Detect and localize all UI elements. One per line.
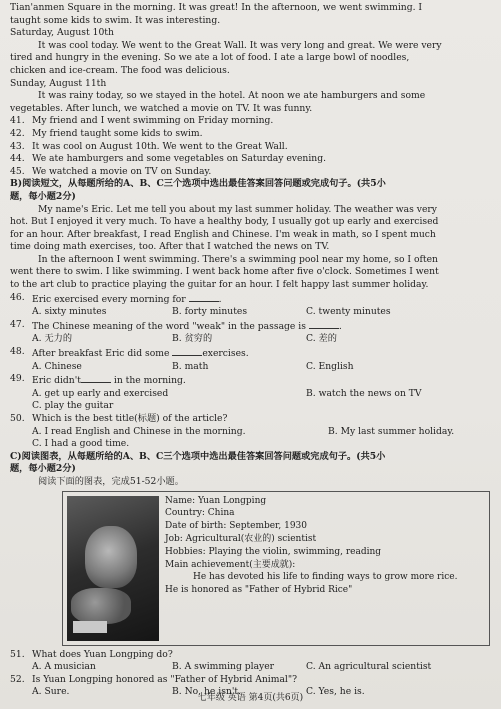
question-52 <box>10 674 496 687</box>
option-b: B. A swimming player <box>172 661 275 673</box>
question-number: 42. <box>10 127 25 139</box>
page-footer: 七年级 英语 第4页(共6页) <box>197 693 304 703</box>
question-stem: The Chinese meaning of the word "weak" in the passage is <box>32 320 306 332</box>
profile-achievement-label: Main achievement(主要成就): <box>165 559 296 570</box>
answer-blank <box>81 373 111 383</box>
diary-line: It was cool today. We went to the Great Wall. It was very long and great. We were very <box>38 39 442 51</box>
option-a: A. A musician <box>32 661 96 673</box>
options-51 <box>10 661 496 674</box>
question-number: 44. <box>10 153 25 165</box>
diary-line: taught some kids to swim. It was interesting. <box>10 14 221 26</box>
option-a: A. I read English and Chinese in the morning. <box>32 425 246 437</box>
statement-text: My friend and I went swimming on Friday morning. <box>32 115 274 127</box>
section-b-heading-cont: 题，每小题2分) <box>10 190 76 202</box>
question-number: 49. <box>10 373 25 385</box>
statement-42 <box>10 128 496 141</box>
question-48 <box>10 346 496 361</box>
passage-line: In the afternoon I went swimming. There's a swimming pool near my home, so I often <box>38 253 438 265</box>
diary-date: Sunday, August 11th <box>10 77 107 89</box>
answer-blank <box>309 319 339 329</box>
question-number: 47. <box>10 318 25 330</box>
question-47 <box>10 319 496 334</box>
question-number: 50. <box>10 413 25 424</box>
section-b-heading: B)阅读短文，从每题所给的A、B、C三个选项中选出最佳答案回答问题或完成句子。(共5小 <box>10 178 386 190</box>
statement-text: My friend taught some kids to swim. <box>32 127 203 139</box>
passage-line: went there to swim. I like swimming. I went back home after five o'clock. Sometimes I went <box>10 266 439 278</box>
profile-dob: Date of birth: September, 1930 <box>165 521 308 532</box>
section-c-heading: C)阅读图表，从每题所给的A、B、C三个选项中选出最佳答案回答问题或完成句子。(共5小 <box>10 450 386 462</box>
answer-blank <box>189 292 219 302</box>
diary-line: Tian'anmen Square in the morning. It was great! In the afternoon, we went swimming. I <box>10 2 423 13</box>
question-number: 52. <box>10 673 25 685</box>
question-number: 48. <box>10 346 25 358</box>
option-b: B. forty minutes <box>172 306 248 318</box>
option-c: C. twenty minutes <box>306 306 391 318</box>
diary-line: chicken and ice-cream. The food was delicious. <box>10 64 230 76</box>
option-a: A. Chinese <box>32 360 82 372</box>
options-47 <box>10 333 496 346</box>
passage-line: for an hour. After breakfast, I read English and Chinese. I'm weak in math, so I spent much <box>10 228 436 240</box>
option-a: A. 无力的 <box>32 333 73 345</box>
options-50-cont <box>10 438 496 451</box>
statement-41 <box>10 115 496 128</box>
options-48 <box>10 361 496 374</box>
options-49-cont <box>10 400 496 413</box>
option-a: A. Sure. <box>32 686 70 698</box>
question-49 <box>10 373 496 388</box>
passage-line: time doing math exercises, too. After that I watched the news on TV. <box>10 241 330 253</box>
option-c: C. I had a good time. <box>32 438 130 450</box>
passage-line: My name's Eric. Let me tell you about my last summer holiday. The weather was very <box>38 203 437 215</box>
profile-info <box>165 492 489 645</box>
statement-text: It was cool on August 10th. We went to the Great Wall. <box>32 140 288 152</box>
question-stem: After breakfast Eric did some <box>32 348 170 360</box>
profile-achievement-1: He has devoted his life to finding ways to grow more rice. <box>193 572 458 583</box>
option-c: C. 差的 <box>306 333 337 345</box>
question-50 <box>10 413 496 426</box>
question-stem-end: in the morning. <box>113 375 186 387</box>
statement-text: We watched a movie on TV on Sunday. <box>32 165 212 177</box>
profile-card <box>62 491 490 646</box>
option-b: B. math <box>172 360 209 372</box>
question-number: 45. <box>10 165 25 177</box>
profile-hobbies: Hobbies: Playing the violin, swimming, reading <box>165 546 382 557</box>
options-50 <box>10 426 496 439</box>
option-c: C. An agricultural scientist <box>306 661 432 673</box>
option-b: B. 贫穷的 <box>172 333 213 345</box>
question-stem-end: exercises. <box>202 348 249 360</box>
section-c-instruction: 阅读下面的图表，完成51-52小题。 <box>38 475 184 487</box>
diary-date: Saturday, August 10th <box>10 27 114 39</box>
options-49 <box>10 388 496 401</box>
passage-line: hot. But I enjoyed it very much. To have a healthy body, I usually got up early and exercised <box>10 216 439 228</box>
statement-44 <box>10 153 496 166</box>
profile-country: Country: China <box>165 508 235 519</box>
portrait-caption-label <box>73 621 107 633</box>
statement-text: We ate hamburgers and some vegetables on Saturday evening. <box>32 153 326 165</box>
question-51 <box>10 649 496 662</box>
statement-45 <box>10 166 496 179</box>
question-number: 51. <box>10 648 25 660</box>
profile-name: Name: Yuan Longping <box>165 495 267 506</box>
question-stem-end: . <box>218 293 222 305</box>
page-content <box>10 2 496 699</box>
section-c-heading-cont: 题，每小题2分) <box>10 463 76 475</box>
option-b: B. watch the news on TV <box>306 387 422 399</box>
question-stem: Is Yuan Longping honored as "Father of Hybrid Animal"? <box>32 673 298 685</box>
diary-line: vegetables. After lunch, we watched a movie on TV. It was funny. <box>10 102 313 114</box>
options-46 <box>10 306 496 319</box>
option-b: B. My last summer holiday. <box>328 425 455 437</box>
diary-line: tired and hungry in the evening. So we ate a lot of food. I ate a large bowl of noodles, <box>10 52 410 64</box>
diary-line: It was rainy today, so we stayed in the hotel. At noon we ate hamburgers and some <box>38 90 426 102</box>
question-stem: Eric exercised every morning for <box>32 293 186 305</box>
option-c: C. play the guitar <box>32 400 114 412</box>
portrait-rice-ears <box>71 588 131 624</box>
question-stem-end: . <box>338 320 342 332</box>
option-c: C. Yes, he is. <box>306 686 365 698</box>
question-stem: Which is the best title(标题) of the article? <box>32 413 228 424</box>
question-46 <box>10 292 496 307</box>
question-stem: Eric didn't <box>32 375 81 387</box>
profile-job: Job: Agricultural(农业的) scientist <box>165 533 317 544</box>
answer-blank <box>172 346 202 356</box>
question-stem: What does Yuan Longping do? <box>32 648 173 660</box>
portrait-face <box>85 526 137 588</box>
statement-43 <box>10 141 496 154</box>
option-a: A. get up early and exercised <box>32 387 169 399</box>
portrait-photo <box>67 496 159 641</box>
passage-line: to the art club to practice playing the guitar for an hour. I felt happy last summer holiday. <box>10 279 429 291</box>
question-number: 46. <box>10 291 25 303</box>
question-number: 43. <box>10 140 25 152</box>
option-a: A. sixty minutes <box>32 306 107 318</box>
question-number: 41. <box>10 115 25 127</box>
option-c: C. English <box>306 360 354 372</box>
profile-achievement-2: He is honored as "Father of Hybrid Rice" <box>165 585 353 596</box>
option-b: B. No, he isn't. <box>172 686 241 698</box>
